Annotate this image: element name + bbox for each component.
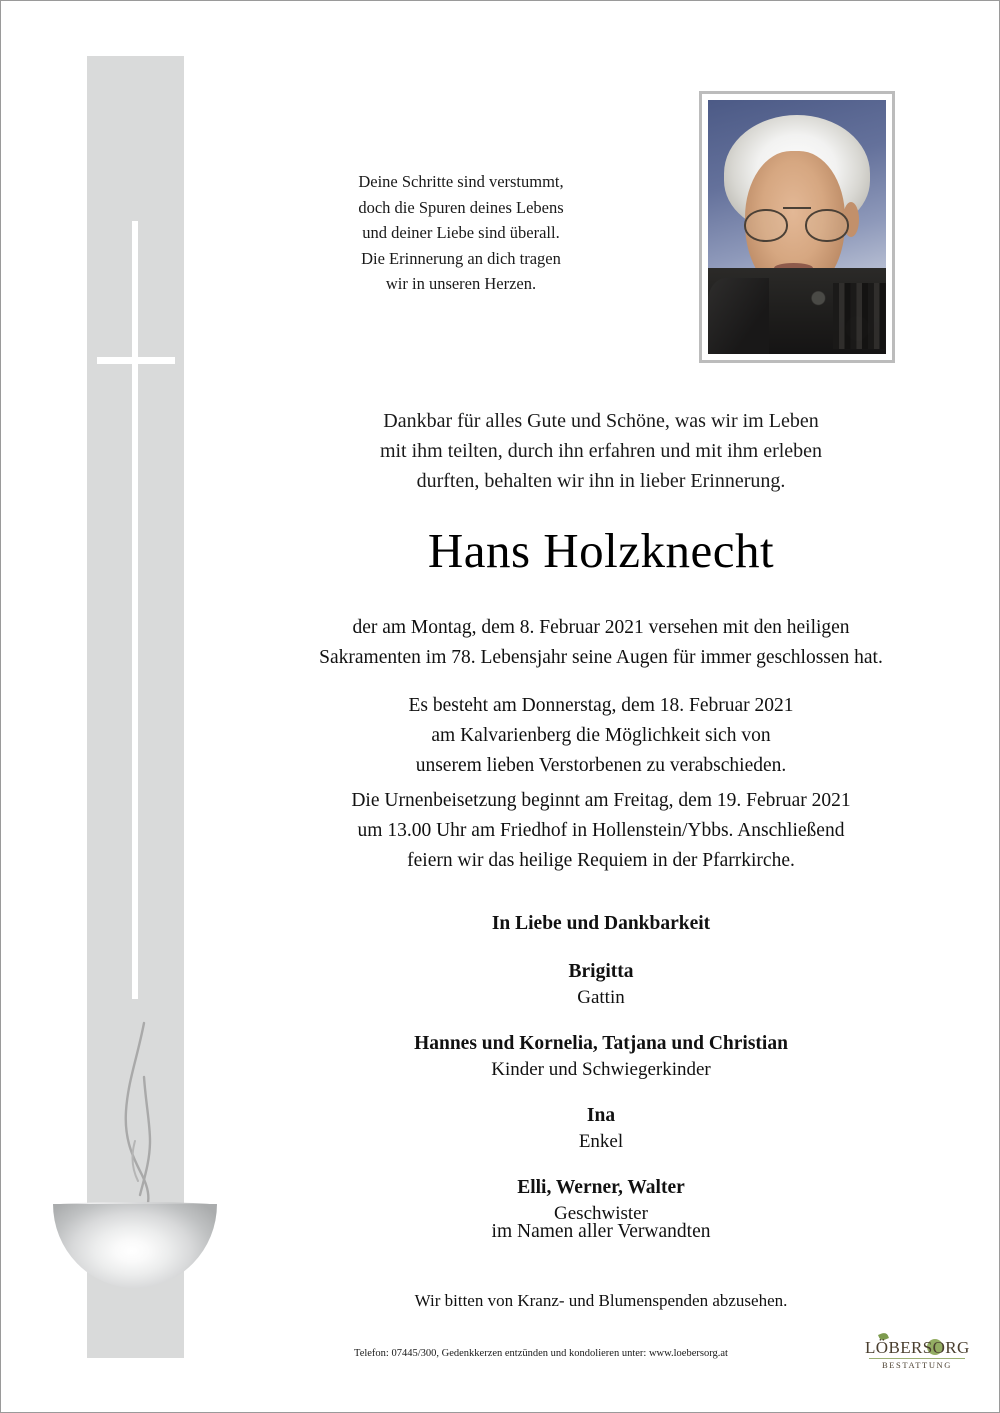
funeral-home-logo	[865, 1338, 969, 1370]
cross-icon-horizontal	[97, 357, 175, 364]
family-relation: Kinder und Schwiegerkinder	[491, 1059, 711, 1080]
family-group	[301, 1175, 901, 1227]
poem-line: Die Erinnerung an dich tragen	[361, 248, 561, 268]
logo-text: LÖBERSORG	[865, 1338, 970, 1357]
burial-line: Die Urnenbeisetzung beginnt am Freitag, dem 19. Februar 2021	[351, 790, 851, 811]
family-group	[301, 1103, 901, 1155]
poem-line: wir in unseren Herzen.	[385, 274, 537, 293]
gratitude-line: durften, behalten wir ihn in lieber Erinnerung.	[416, 470, 786, 492]
relatives-note: im Namen aller Verwandten	[491, 1221, 711, 1242]
poem-line: doch die Spuren deines Lebens	[358, 197, 564, 217]
logo-subtitle: BESTATTUNG	[881, 1360, 953, 1370]
family-relation: Geschwister	[554, 1203, 648, 1224]
glasses-lens-left	[744, 209, 788, 242]
farewell-line: am Kalvarienberg die Möglichkeit sich von	[431, 725, 771, 746]
burial-line: um 13.00 Uhr am Friedhof in Hollenstein/Ybbs. Anschließend	[357, 820, 845, 841]
flowers-note: Wir bitten von Kranz- und Blumenspenden abzusehen.	[414, 1291, 788, 1310]
footer-contact: Telefon: 07445/300, Gedenkkerzen entzünden und kondolieren unter: www.loebersorg.at	[354, 1348, 728, 1359]
gratitude-line: mit ihm teilten, durch ihn erfahren und mit ihm erleben	[379, 440, 823, 462]
family-names: Hannes und Kornelia, Tatjana und Christian	[414, 1033, 788, 1054]
family-group	[301, 959, 901, 1011]
cross-icon-vertical	[132, 221, 138, 999]
family-relation: Gattin	[577, 987, 625, 1008]
portrait-pattern	[833, 283, 886, 349]
flame-icon	[106, 1019, 166, 1214]
farewell-line: Es besteht am Donnerstag, dem 18. Februar 2021	[408, 695, 794, 716]
portrait-frame	[699, 91, 895, 363]
family-group	[301, 1031, 901, 1083]
glasses-icon	[744, 209, 849, 242]
death-info-line: Sakramenten im 78. Lebensjahr seine Augen für immer geschlossen hat.	[319, 647, 883, 668]
logo-wordmark	[865, 1338, 969, 1357]
glasses-lens-right	[805, 209, 849, 242]
family-relation: Enkel	[578, 1131, 624, 1152]
logo-divider	[869, 1358, 965, 1359]
candle-bowl	[53, 1204, 217, 1288]
poem-line: Deine Schritte sind verstummt,	[358, 172, 564, 191]
family-names: Elli, Werner, Walter	[517, 1177, 685, 1198]
portrait-photo	[708, 100, 886, 354]
burial-line: feiern wir das heilige Requiem in der Pfarrkirche.	[407, 850, 795, 871]
burial-information	[291, 786, 911, 876]
death-info-line: der am Montag, dem 8. Februar 2021 versehen mit den heiligen	[352, 617, 850, 638]
family-section	[301, 911, 901, 1247]
family-heading: In Liebe und Dankbarkeit	[491, 913, 711, 934]
farewell-information	[301, 691, 901, 781]
death-information	[291, 613, 911, 673]
family-names: Brigitta	[568, 961, 634, 982]
family-names: Ina	[586, 1105, 616, 1126]
farewell-line: unserem lieben Verstorbenen zu verabschieden.	[415, 755, 787, 776]
memorial-poem	[306, 169, 616, 297]
deceased-name: Hans Holzknecht	[427, 523, 775, 578]
gratitude-line: Dankbar für alles Gute und Schöne, was wir im Leben	[383, 410, 819, 432]
glasses-bridge	[783, 207, 811, 209]
poem-line: und deiner Liebe sind überall.	[362, 223, 560, 242]
gratitude-text	[301, 406, 901, 496]
portrait-shirt-left	[708, 278, 769, 354]
